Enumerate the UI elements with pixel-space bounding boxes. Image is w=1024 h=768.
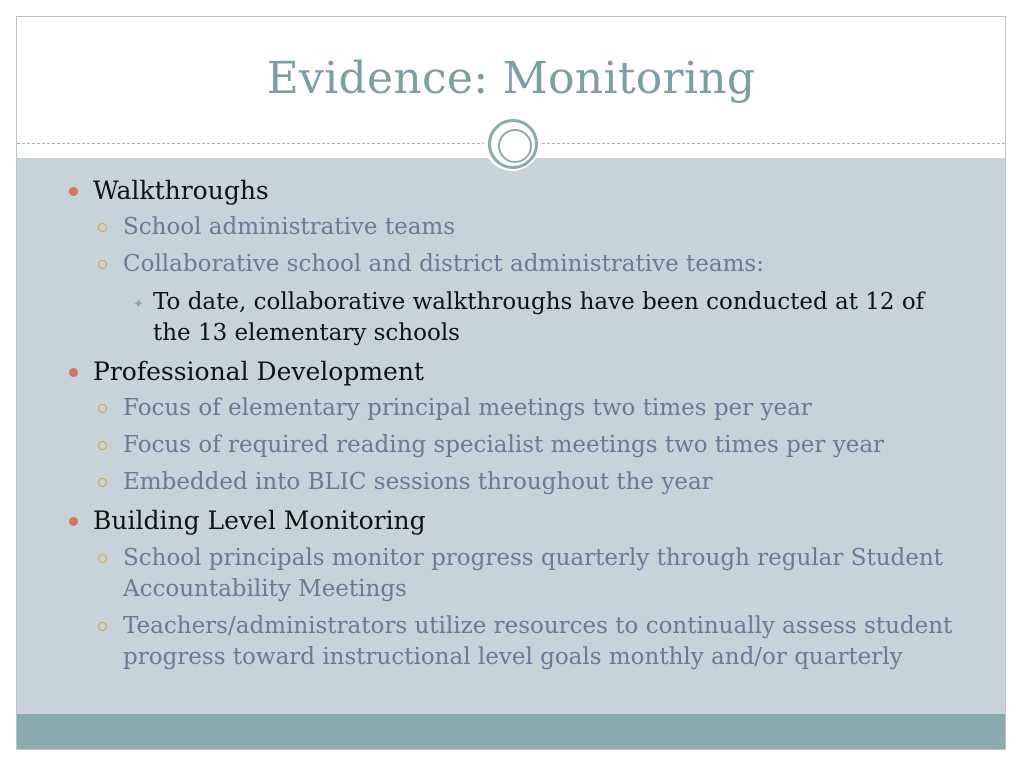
slide-title: Evidence: Monitoring — [266, 53, 756, 104]
bullet-ring-icon — [98, 404, 107, 413]
bullet-level1: Professional Development — [93, 357, 424, 386]
bullet-ring-icon — [98, 223, 107, 232]
bullet-ring-icon — [98, 441, 107, 450]
bullet-dot-icon — [69, 187, 78, 196]
bullet-level1: Walkthroughs — [93, 176, 269, 205]
bullet-star-icon: ✦ — [133, 297, 144, 312]
bullet-ring-icon — [98, 478, 107, 487]
bullet-level2: School principals monitor progress quarterly through regular Student Accountability Meetings — [123, 545, 943, 602]
bullet-ring-icon — [98, 622, 107, 631]
bullet-level2: Embedded into BLIC sessions throughout the year — [123, 469, 713, 495]
bullet-dot-icon — [69, 368, 78, 377]
footer-band — [17, 714, 1005, 749]
bullet-level1: Building Level Monitoring — [93, 506, 426, 535]
bullet-ring-icon — [98, 554, 107, 563]
bullet-level2: Focus of required reading specialist meetings two times per year — [123, 432, 885, 458]
bullet-level2: Focus of elementary principal meetings two times per year — [123, 395, 812, 421]
double-ring-ornament-icon — [484, 115, 540, 171]
bullet-level2: Collaborative school and district administrative teams: — [123, 251, 764, 277]
bullet-level2: School administrative teams — [123, 214, 456, 240]
bullet-ring-icon — [98, 260, 107, 269]
bullet-dot-icon — [69, 517, 78, 526]
content-area — [17, 158, 1005, 716]
slide-frame — [16, 16, 1006, 750]
bullet-level2: Teachers/administrators utilize resources to continually assess student progress toward instructional level goals monthly and/or quarterly — [123, 613, 953, 670]
bullet-level3: To date, collaborative walkthroughs have been conducted at 12 of the 13 elementary schools — [153, 289, 925, 346]
